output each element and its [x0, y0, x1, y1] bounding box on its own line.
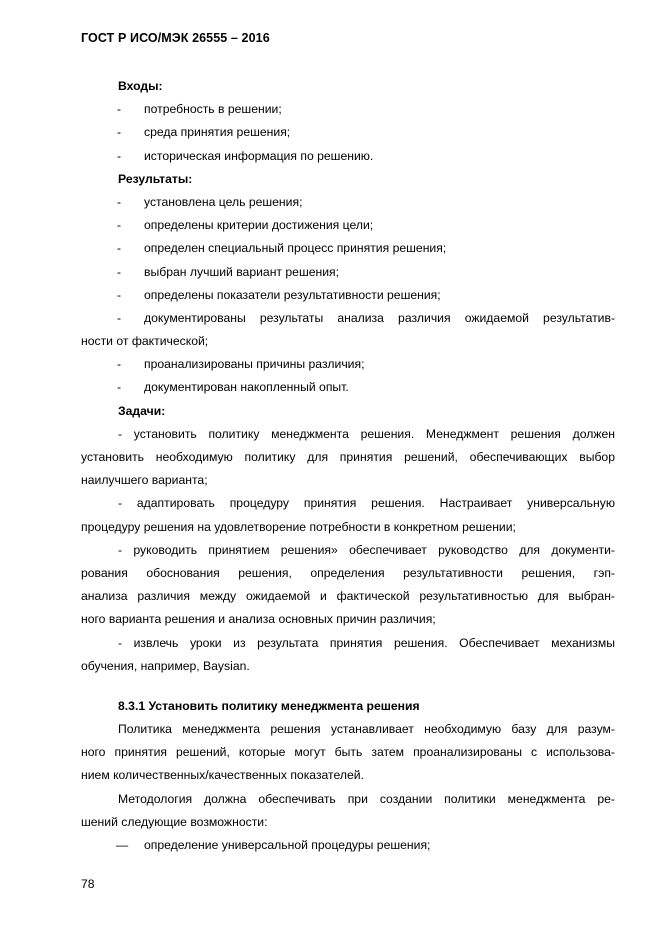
- list-item-continuation: ности от фактической;: [81, 334, 209, 349]
- paragraph-line: ного принятия решений, которые могут быть затем проанализированы с использова-: [81, 745, 615, 760]
- paragraph-line: наилучшего варианта;: [81, 473, 208, 488]
- list-item-text: определен специальный процесс принятия решения;: [144, 241, 447, 256]
- paragraph-line: шений следующие возможности:: [81, 814, 268, 829]
- paragraph-line: - установить политику менеджмента решения. Менеджмент решения должен: [118, 426, 615, 441]
- list-item: [81, 261, 615, 284]
- list-item-text: определение универсальной процедуры решения;: [144, 838, 431, 852]
- bullet-marker: -: [117, 287, 122, 302]
- list-item-text: документированы результаты анализа различия ожидаемой результатив-: [144, 310, 615, 325]
- paragraph-line: анализа различия между ожидаемой и фактической результативностью для выбран-: [81, 589, 615, 604]
- paragraph-line: ного варианта решения и анализа основных причин различия;: [81, 612, 436, 627]
- list-item: [81, 834, 615, 857]
- list-item-text: определены критерии достижения цели;: [144, 218, 374, 233]
- paragraph-line: - извлечь уроки из результата принятия решения. Обеспечивает механизмы: [118, 635, 615, 650]
- bullet-marker: -: [117, 357, 122, 372]
- inputs-heading: Входы:: [118, 79, 163, 93]
- list-item-text: установлена цель решения;: [144, 194, 303, 209]
- list-item: [81, 237, 615, 260]
- results-heading: Результаты:: [118, 171, 193, 186]
- paragraph-line: Политика менеджмента решения устанавливает необходимую базу для разум-: [118, 722, 615, 737]
- list-item-text: выбран лучший вариант решения;: [144, 264, 340, 279]
- bullet-marker: -: [117, 264, 122, 279]
- paragraph-line: установить необходимую политику для принятия решений, обеспечивающих выбор: [81, 450, 615, 464]
- list-item: [81, 214, 615, 237]
- list-item: [81, 376, 615, 399]
- list-item-text: потребность в решении;: [144, 102, 282, 117]
- paragraph-line: процедуру решения на удовлетворение потребности в конкретном решении;: [81, 519, 516, 534]
- bullet-marker: -: [117, 380, 122, 395]
- list-item-text: определены показатели результативности решения;: [144, 287, 441, 302]
- document-header: ГОСТ Р ИСО/МЭК 26555 – 2016: [81, 31, 270, 45]
- page-number: 78: [81, 877, 95, 891]
- bullet-marker: -: [117, 241, 122, 256]
- section-title: 8.3.1 Установить политику менеджмента решения: [118, 698, 420, 713]
- paragraph-line: обучения, например, Baysian.: [81, 658, 250, 673]
- paragraph-line: Методология должна обеспечивать при создании политики менеджмента ре-: [118, 791, 615, 806]
- list-item: [81, 284, 615, 307]
- bullet-marker: -: [117, 102, 122, 117]
- list-item: [81, 307, 615, 330]
- list-item: [81, 191, 615, 214]
- list-item-text: историческая информация по решению.: [144, 148, 374, 163]
- list-item-text: документирован накопленный опыт.: [144, 380, 349, 395]
- list-item-text: среда принятия решения;: [144, 125, 291, 140]
- page-content: [81, 75, 615, 857]
- bullet-marker: -: [117, 218, 122, 233]
- list-item: [81, 121, 615, 144]
- dash-marker: —: [116, 838, 129, 852]
- tasks-heading: Задачи:: [118, 403, 166, 418]
- paragraph-line: - адаптировать процедуру принятия решения. Настраивает универсальную: [118, 496, 615, 511]
- paragraph-line: - руководить принятием решения» обеспечивает руководство для документи-: [118, 542, 615, 557]
- list-item: [81, 145, 615, 168]
- list-item: [81, 353, 615, 376]
- paragraph-line: рования обоснования решения, определения результативности решения, гэп-: [81, 565, 615, 580]
- bullet-marker: -: [117, 194, 122, 209]
- list-item: [81, 98, 615, 121]
- paragraph-line: нием количественных/качественных показателей.: [81, 768, 364, 783]
- bullet-marker: -: [117, 148, 122, 163]
- list-item-text: проанализированы причины различия;: [144, 357, 365, 372]
- bullet-marker: -: [117, 125, 122, 140]
- bullet-marker: -: [117, 310, 122, 325]
